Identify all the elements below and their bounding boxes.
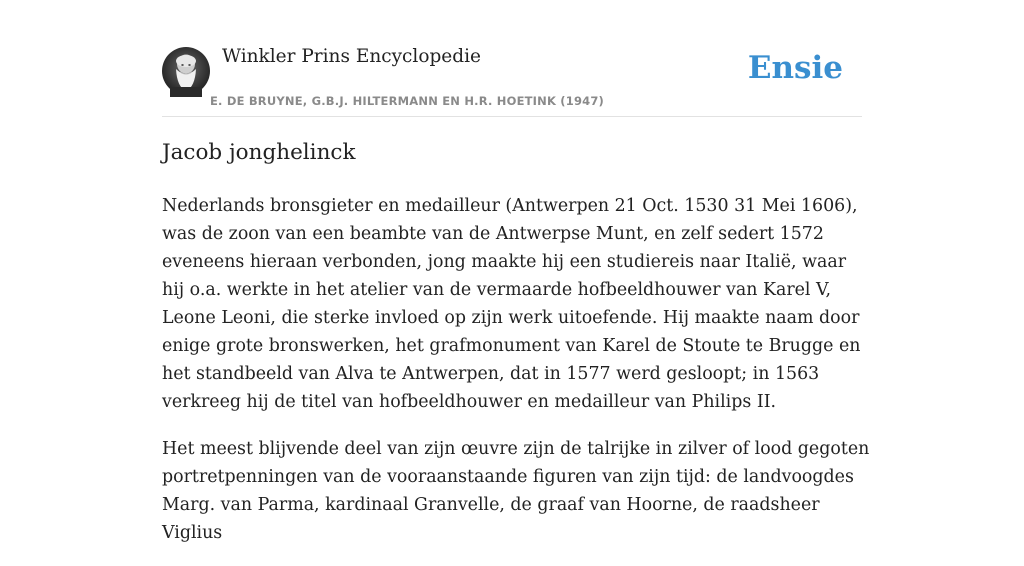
article-title: Jacob jonghelinck (162, 140, 356, 165)
ensie-logo-link[interactable]: Ensie (747, 50, 843, 86)
article-paragraph: Nederlands bronsgieter en medailleur (Antwerpen 21 Oct. 1530 31 Mei 1606), was de zoon van een beambte van de Antwerpse Munt, en zelf sedert 1572 eveneens hieraan verbonden, jong maakte hij een studiereis naar Italië, waar hij o.a. werkte in het atelier van de vermaarde hofbeeldhouwer van Karel V, Leone Leoni, die sterke invloed op zijn werk uitoefende. Hij maakte naam door enige grote bronswerken, het grafmonument van Karel de Stoute te Brugge en het standbeeld van Alva te Antwerpen, dat in 1577 werd gesloopt; in 1563 verkreeg hij de titel van hofbeeldhouwer en medailleur van Philips II. (162, 196, 861, 412)
source-title: Winkler Prins Encyclopedie (222, 46, 481, 67)
author-avatar (162, 47, 210, 95)
source-authors: E. DE BRUYNE, G.B.J. HILTERMANN EN H.R. HOETINK (1947) (210, 94, 605, 108)
article-body (162, 192, 870, 566)
article-paragraph: Het meest blijvende deel van zijn œuvre zijn de talrijke in zilver of lood gegoten portretpenningen van de vooraanstaande figuren van zijn tijd: de landvoogdes Marg. van Parma, kardinaal Granvelle, de graaf van Hoorne, de raadsheer Viglius (162, 439, 870, 543)
source-header (162, 40, 862, 117)
bearded-man-portrait-icon (162, 47, 210, 95)
